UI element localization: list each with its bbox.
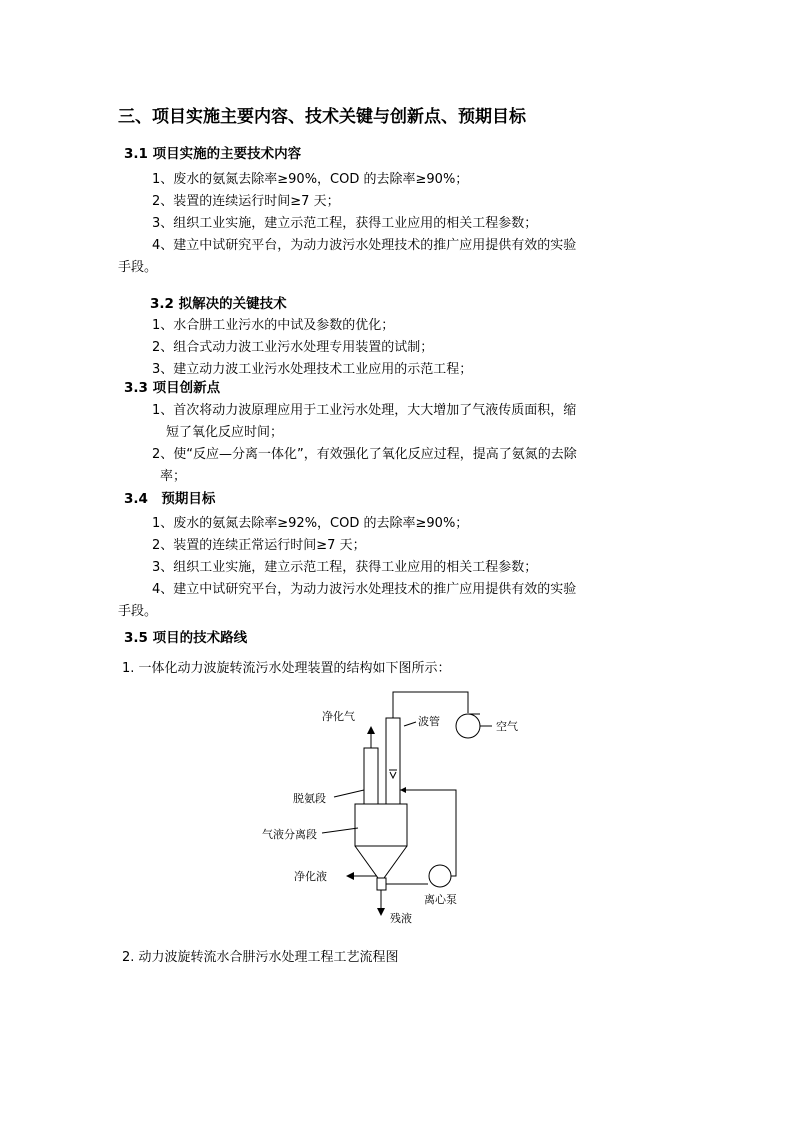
- label-air: 空气: [496, 720, 518, 733]
- list-item: 2. 动力波旋转流水合肼污水处理工程工艺流程图: [122, 950, 399, 965]
- label-clean-liquid: 净化液: [294, 870, 327, 883]
- list-item: 3、建立动力波工业污水处理技术工业应用的示范工程；: [152, 362, 473, 377]
- label-separator: 气液分离段: [262, 828, 317, 841]
- clean-gas-arrowhead: [367, 726, 375, 734]
- list-item: 短了氧化反应时间；: [166, 425, 284, 440]
- list-item: 1、水合肼工业污水的中试及参数的优化；: [152, 318, 395, 333]
- list-item: 1. 一体化动力波旋转流污水处理装置的结构如下图所示：: [122, 661, 451, 676]
- list-item: 2、使“反应—分离一体化”，有效强化了氧化反应过程，提高了氨氮的去除: [152, 447, 577, 462]
- separator-cone: [355, 846, 407, 878]
- list-item: 手段。: [118, 260, 158, 275]
- list-item: 2、组合式动力波工业污水处理专用装置的试制；: [152, 340, 434, 355]
- list-item: 4、建立中试研究平台，为动力波污水处理技术的推广应用提供有效的实验: [152, 238, 577, 253]
- list-item: 2、装置的连续正常运行时间≥7 天；: [152, 538, 366, 553]
- deammonia-column: [364, 748, 378, 804]
- bottom-outlet: [377, 878, 386, 890]
- list-item: 3、组织工业实施，建立示范工程，获得工业应用的相关工程参数；: [152, 560, 538, 575]
- list-item: 1、废水的氨氮去除率≥92%，COD 的去除率≥90%；: [152, 516, 469, 531]
- list-item: 1、首次将动力波原理应用于工业污水处理，大大增加了气液传质面积，缩: [152, 403, 577, 418]
- residue-arrowhead: [377, 908, 385, 916]
- list-item: 率；: [160, 469, 187, 484]
- tube-mark: [390, 772, 396, 778]
- heading-3-4: 3.4 预期目标: [124, 491, 216, 507]
- label-deammonia: 脱氨段: [293, 792, 326, 805]
- separator-body: [355, 804, 407, 846]
- list-item: 手段。: [118, 604, 158, 619]
- label-clean-gas: 净化气: [322, 710, 355, 723]
- label-wave-tube: 波管: [418, 715, 440, 728]
- pump-circle: [429, 865, 451, 887]
- inlet-arrowhead: [400, 787, 406, 793]
- section-title: 三、项目实施主要内容、技术关键与创新点、预期目标: [118, 107, 526, 127]
- heading-3-2: 3.2 拟解决的关键技术: [150, 296, 287, 312]
- list-item: 3、组织工业实施，建立示范工程，获得工业应用的相关工程参数；: [152, 216, 538, 231]
- pump-discharge-line: [400, 790, 456, 876]
- leader-line: [334, 790, 364, 797]
- list-item: 2、装置的连续运行时间≥7 天；: [152, 194, 340, 209]
- clean-liquid-arrowhead: [346, 872, 354, 880]
- heading-3-1: 3.1 项目实施的主要技术内容: [124, 146, 302, 162]
- label-pump: 离心泵: [424, 893, 457, 906]
- list-item: 4、建立中试研究平台，为动力波污水处理技术的推广应用提供有效的实验: [152, 582, 577, 597]
- heading-3-5: 3.5 项目的技术路线: [124, 630, 248, 646]
- label-residue: 残液: [390, 912, 412, 925]
- leader-line: [404, 722, 416, 726]
- heading-3-3: 3.3 项目创新点: [124, 380, 221, 396]
- leader-line: [322, 828, 358, 833]
- wave-tube-shape: [386, 718, 400, 804]
- fan-circle: [456, 714, 480, 738]
- list-item: 1、废水的氨氮去除率≥90%，COD 的去除率≥90%；: [152, 172, 469, 187]
